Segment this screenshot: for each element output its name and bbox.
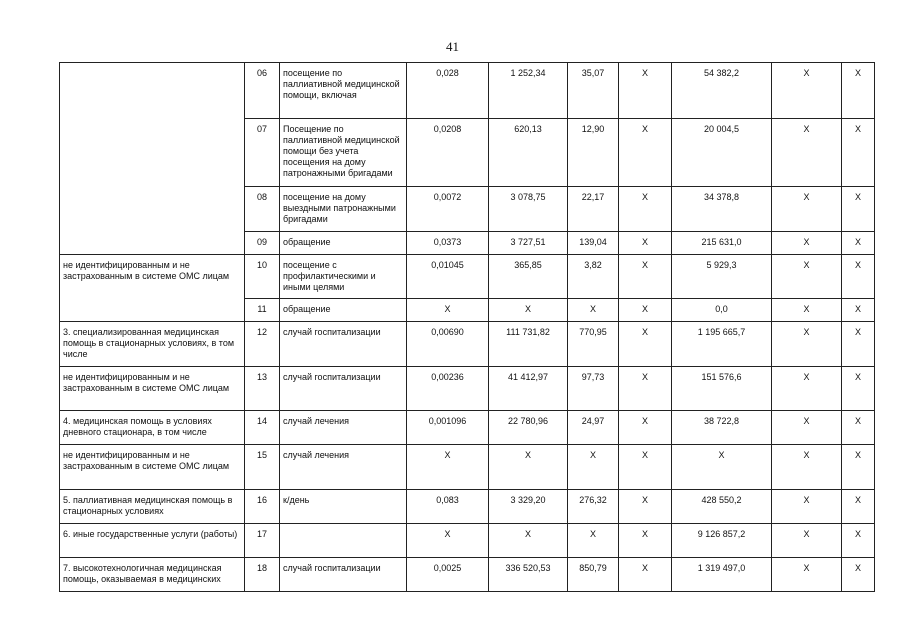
value-cell: Х — [568, 299, 619, 322]
value-cell: 428 550,2 — [672, 490, 772, 524]
data-table — [59, 62, 875, 592]
value-cell: 5 929,3 — [672, 255, 772, 299]
value-cell: 3 078,75 — [489, 187, 568, 232]
value-cell: Х — [772, 63, 842, 119]
value-cell: Х — [772, 490, 842, 524]
value-cell: 12,90 — [568, 119, 619, 187]
value-cell: Х — [772, 119, 842, 187]
value-cell: 3 727,51 — [489, 232, 568, 255]
value-cell: 1 319 497,0 — [672, 558, 772, 592]
value-cell: Х — [489, 445, 568, 490]
code-cell: 06 — [245, 63, 280, 119]
value-cell: 151 576,6 — [672, 367, 772, 411]
value-cell: Х — [619, 299, 672, 322]
value-cell: Х — [772, 232, 842, 255]
value-cell: 770,95 — [568, 322, 619, 367]
value-cell: 9 126 857,2 — [672, 524, 772, 558]
value-cell: Х — [842, 255, 875, 299]
value-cell: Х — [772, 524, 842, 558]
value-cell: Х — [772, 411, 842, 445]
value-cell: 97,73 — [568, 367, 619, 411]
value-cell: Х — [619, 322, 672, 367]
category-cell: не идентифицированным и не застрахованным в системе ОМС лицам — [60, 445, 245, 490]
value-cell: Х — [842, 232, 875, 255]
category-cell: 4. медицинская помощь в условиях дневного стационара, в том числе — [60, 411, 245, 445]
unit-cell: Посещение по паллиативной медицинской помощи без учета посещения на дому патронажными бригадами — [280, 119, 407, 187]
code-cell: 07 — [245, 119, 280, 187]
table-row — [60, 322, 875, 367]
value-cell: Х — [842, 187, 875, 232]
value-cell: 20 004,5 — [672, 119, 772, 187]
value-cell: 35,07 — [568, 63, 619, 119]
code-cell: 08 — [245, 187, 280, 232]
page-number: 41 — [446, 39, 459, 54]
value-cell: 54 382,2 — [672, 63, 772, 119]
code-cell: 16 — [245, 490, 280, 524]
value-cell: 139,04 — [568, 232, 619, 255]
value-cell: Х — [672, 445, 772, 490]
value-cell: 0,01045 — [407, 255, 489, 299]
table-row — [60, 558, 875, 592]
value-cell: Х — [842, 490, 875, 524]
category-cell: не идентифицированным и не застрахованным в системе ОМС лицам — [60, 255, 245, 322]
value-cell: Х — [619, 63, 672, 119]
value-cell: Х — [407, 524, 489, 558]
value-cell: 22 780,96 — [489, 411, 568, 445]
code-cell: 15 — [245, 445, 280, 490]
value-cell: Х — [842, 524, 875, 558]
value-cell: Х — [842, 299, 875, 322]
value-cell: Х — [407, 299, 489, 322]
value-cell: 0,00690 — [407, 322, 489, 367]
value-cell: 365,85 — [489, 255, 568, 299]
value-cell: 3,82 — [568, 255, 619, 299]
value-cell: Х — [842, 119, 875, 187]
value-cell: 111 731,82 — [489, 322, 568, 367]
code-cell: 09 — [245, 232, 280, 255]
value-cell: 276,32 — [568, 490, 619, 524]
unit-cell: случай госпитализации — [280, 322, 407, 367]
unit-cell: случай госпитализации — [280, 558, 407, 592]
value-cell: Х — [568, 524, 619, 558]
value-cell: 41 412,97 — [489, 367, 568, 411]
value-cell: Х — [619, 558, 672, 592]
unit-cell: случай лечения — [280, 411, 407, 445]
table-row — [60, 367, 875, 411]
table-row — [60, 445, 875, 490]
table-row — [60, 255, 875, 299]
table-row — [60, 490, 875, 524]
value-cell: Х — [842, 445, 875, 490]
unit-cell: случай лечения — [280, 445, 407, 490]
value-cell: Х — [842, 63, 875, 119]
code-cell: 18 — [245, 558, 280, 592]
value-cell: Х — [842, 322, 875, 367]
code-cell: 10 — [245, 255, 280, 299]
value-cell: Х — [772, 367, 842, 411]
value-cell: 3 329,20 — [489, 490, 568, 524]
code-cell: 12 — [245, 322, 280, 367]
value-cell: 1 252,34 — [489, 63, 568, 119]
table-row — [60, 63, 875, 119]
value-cell: Х — [772, 187, 842, 232]
code-cell: 13 — [245, 367, 280, 411]
value-cell: Х — [842, 367, 875, 411]
value-cell: 38 722,8 — [672, 411, 772, 445]
value-cell: Х — [772, 299, 842, 322]
value-cell: 0,0025 — [407, 558, 489, 592]
value-cell: 34 378,8 — [672, 187, 772, 232]
unit-cell: обращение — [280, 299, 407, 322]
value-cell: 0,001096 — [407, 411, 489, 445]
category-cell: 3. специализированная медицинская помощь в стационарных условиях, в том числе — [60, 322, 245, 367]
value-cell: Х — [772, 322, 842, 367]
value-cell: Х — [842, 411, 875, 445]
value-cell: Х — [619, 367, 672, 411]
code-cell: 14 — [245, 411, 280, 445]
value-cell: 1 195 665,7 — [672, 322, 772, 367]
value-cell: Х — [489, 299, 568, 322]
value-cell: 24,97 — [568, 411, 619, 445]
table-row — [60, 411, 875, 445]
value-cell: Х — [568, 445, 619, 490]
category-cell: 5. паллиативная медицинская помощь в стационарных условиях — [60, 490, 245, 524]
value-cell: Х — [407, 445, 489, 490]
value-cell: 336 520,53 — [489, 558, 568, 592]
value-cell: 0,0 — [672, 299, 772, 322]
value-cell: Х — [619, 490, 672, 524]
unit-cell: посещение по паллиативной медицинской помощи, включая — [280, 63, 407, 119]
value-cell: Х — [619, 411, 672, 445]
value-cell: 0,00236 — [407, 367, 489, 411]
unit-cell: обращение — [280, 232, 407, 255]
unit-cell: посещение с профилактическими и иными целями — [280, 255, 407, 299]
value-cell: Х — [619, 445, 672, 490]
category-cell: 7. высокотехнологичная медицинская помощь, оказываемая в медицинских — [60, 558, 245, 592]
value-cell: 0,028 — [407, 63, 489, 119]
value-cell: Х — [489, 524, 568, 558]
value-cell: 620,13 — [489, 119, 568, 187]
unit-cell — [280, 524, 407, 558]
category-cell: 6. иные государственные услуги (работы) — [60, 524, 245, 558]
unit-cell: к/день — [280, 490, 407, 524]
value-cell: Х — [619, 255, 672, 299]
value-cell: Х — [619, 187, 672, 232]
value-cell: Х — [772, 445, 842, 490]
value-cell: Х — [619, 119, 672, 187]
value-cell: Х — [842, 558, 875, 592]
value-cell: 0,0373 — [407, 232, 489, 255]
value-cell: 0,0208 — [407, 119, 489, 187]
code-cell: 17 — [245, 524, 280, 558]
value-cell: Х — [619, 524, 672, 558]
category-cell — [60, 63, 245, 255]
unit-cell: случай госпитализации — [280, 367, 407, 411]
unit-cell: посещение на дому выездными патронажными бригадами — [280, 187, 407, 232]
category-cell: не идентифицированным и не застрахованным в системе ОМС лицам — [60, 367, 245, 411]
value-cell: 215 631,0 — [672, 232, 772, 255]
value-cell: 22,17 — [568, 187, 619, 232]
value-cell: 0,0072 — [407, 187, 489, 232]
value-cell: 850,79 — [568, 558, 619, 592]
value-cell: Х — [772, 558, 842, 592]
value-cell: Х — [772, 255, 842, 299]
code-cell: 11 — [245, 299, 280, 322]
value-cell: Х — [619, 232, 672, 255]
table-row — [60, 524, 875, 558]
value-cell: 0,083 — [407, 490, 489, 524]
